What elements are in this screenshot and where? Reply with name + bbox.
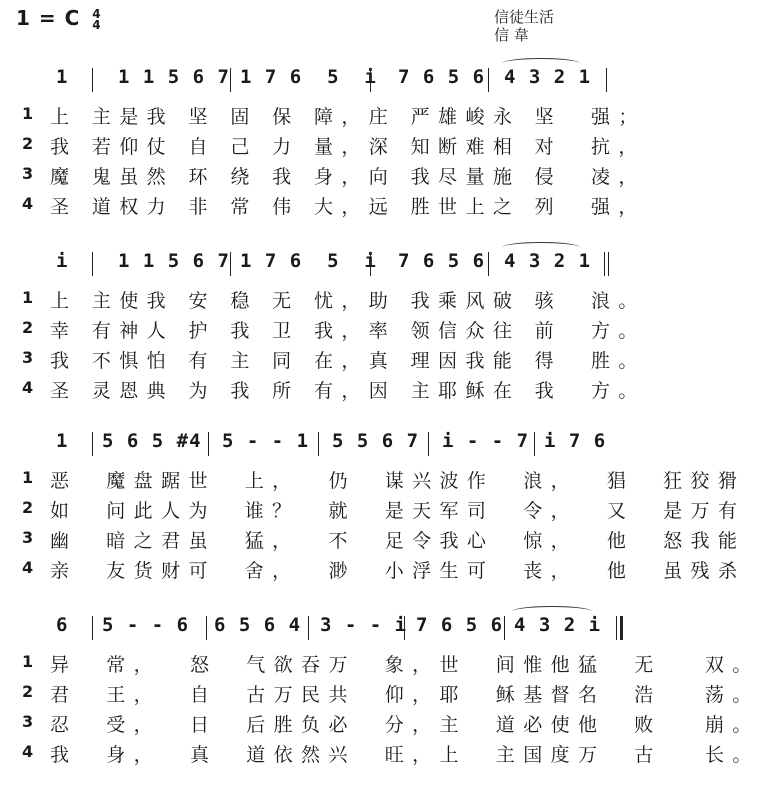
lyric-text: 圣 道权力 非 常 伟 大，远 胜世上之 列 强， [50, 196, 646, 218]
notation-line [18, 248, 618, 278]
verse-line-2 [22, 680, 760, 707]
measure: 4 3 2 i [514, 614, 602, 636]
verse-number: 3 [22, 712, 34, 731]
lyric-text: 上 主是我 坚 固 保 障，庄 严雄峻永 坚 强； [50, 106, 646, 128]
barline [308, 616, 309, 640]
lyric-text: 恶 魔盘踞世 上， 仍 谋兴波作 浪， 猖 狂狡猾 [50, 470, 746, 492]
verse-number: 1 [22, 104, 34, 123]
notation-line [18, 428, 618, 458]
barline [206, 616, 207, 640]
lyric-text: 亲 友货财可 舍， 渺 小浮生可 丧， 他 虽残杀 [50, 560, 746, 582]
lyric-text: 我 不惧怕 有 主 同 在，真 理因我能 得 胜。 [50, 350, 646, 372]
barline [606, 68, 607, 92]
measure: 1 1 5 6 7 [118, 250, 230, 272]
barline [208, 432, 209, 456]
verse-line-3 [22, 710, 760, 737]
pickup-note: i [56, 250, 69, 272]
verse-number: 1 [22, 288, 34, 307]
measure: 3 - - i [320, 614, 408, 636]
verse-number: 2 [22, 134, 34, 153]
lyric-text: 我 若仰仗 自 己 力 量，深 知断难相 对 抗， [50, 136, 646, 158]
verse-number: 4 [22, 194, 34, 213]
verse-line-4 [22, 740, 760, 767]
verse-line-2 [22, 496, 746, 523]
verse-number: 2 [22, 318, 34, 337]
verse-number: 3 [22, 164, 34, 183]
time-signature [92, 6, 102, 32]
barline [404, 616, 405, 640]
measure: 4 3 2 1 [504, 250, 592, 272]
verse-number: 2 [22, 498, 34, 517]
measure: 6 5 6 4 [214, 614, 302, 636]
barline [534, 432, 535, 456]
measure: i - - 7 [442, 430, 530, 452]
lyric-text: 幸 有神人 护 我 卫 我，率 领信众往 前 方。 [50, 320, 646, 342]
lyric-text: 魔 鬼虽然 环 绕 我 身，向 我尽量施 侵 凌， [50, 166, 646, 188]
barline [370, 68, 371, 92]
verse-number: 4 [22, 742, 34, 761]
measure: 7 6 5 6 [416, 614, 504, 636]
measure: 5 6 5 #4 [102, 430, 202, 452]
lyrics-credit: 信徒生活 [494, 8, 555, 26]
measure: 1 7 6 5 i [240, 66, 377, 88]
verse-line-4 [22, 192, 646, 219]
verse-line-4 [22, 376, 646, 403]
verse-line-3 [22, 162, 646, 189]
lyric-text: 异 常， 怒 气欲吞万 象，世 间惟他猛 无 双。 [50, 654, 760, 676]
verse-number: 2 [22, 682, 34, 701]
lyric-text: 幽 暗之君虽 猛， 不 足令我心 惊， 他 怒我能 [50, 530, 746, 552]
lyric-text: 如 问此人为 谁？ 就 是天军司 令， 又 是万有 [50, 500, 746, 522]
verse-line-3 [22, 526, 746, 553]
barline [92, 616, 93, 640]
lyric-text: 君 王， 自 古万民共 仰，耶 稣基督名 浩 荡。 [50, 684, 760, 706]
verse-line-2 [22, 316, 646, 343]
measure: 5 - - 1 [222, 430, 310, 452]
barline [488, 68, 489, 92]
measure: 7 6 5 6 [398, 66, 486, 88]
verse-line-2 [22, 132, 646, 159]
lyric-text: 忍 受， 日 后胜负必 分，主 道必使他 败 崩。 [50, 714, 760, 736]
measure: 5 - - 6 [102, 614, 190, 636]
verse-number: 3 [22, 348, 34, 367]
barline [428, 432, 429, 456]
verse-line-1 [22, 102, 646, 129]
verse-number: 4 [22, 558, 34, 577]
verse-number: 1 [22, 652, 34, 671]
verse-line-1 [22, 286, 646, 313]
notation-line [18, 612, 618, 642]
measure: 7 6 5 6 [398, 250, 486, 272]
barline [230, 252, 231, 276]
verse-line-4 [22, 556, 746, 583]
pickup-note: 1 [56, 66, 69, 88]
measure: 5 5 6 7 [332, 430, 420, 452]
lyric-text: 圣 灵恩典 为 我 所 有，因 主耶稣在 我 方。 [50, 380, 646, 402]
verse-line-3 [22, 346, 646, 373]
time-signature-bottom: 4 [92, 17, 102, 32]
time-signature-top: 4 [92, 6, 102, 21]
barline [504, 616, 505, 640]
verse-line-1 [22, 466, 746, 493]
barline [318, 432, 319, 456]
pickup-note: 1 [56, 430, 69, 452]
final-barline [616, 616, 623, 640]
measure: 1 7 6 5 i [240, 250, 377, 272]
barline [92, 68, 93, 92]
double-barline [604, 252, 609, 276]
key-signature [16, 6, 102, 31]
lyric-text: 我 身， 真 道依然兴 旺，上 主国度万 古 长。 [50, 744, 760, 766]
barline [488, 252, 489, 276]
measure: i 7 6 [544, 430, 607, 452]
verse-number: 3 [22, 528, 34, 547]
music-credit: 信 韋 [494, 26, 529, 44]
measure: 1 1 5 6 7 [118, 66, 230, 88]
measure: 4 3 2 1 [504, 66, 592, 88]
barline [92, 432, 93, 456]
verse-line-1 [22, 650, 760, 677]
key-label: 1 = C [16, 6, 81, 30]
pickup-note: 6 [56, 614, 69, 636]
barline [92, 252, 93, 276]
lyric-text: 上 主使我 安 稳 无 忧，助 我乘风破 骇 浪。 [50, 290, 646, 312]
verse-number: 4 [22, 378, 34, 397]
notation-line [18, 64, 618, 94]
barline [230, 68, 231, 92]
barline [370, 252, 371, 276]
verse-number: 1 [22, 468, 34, 487]
